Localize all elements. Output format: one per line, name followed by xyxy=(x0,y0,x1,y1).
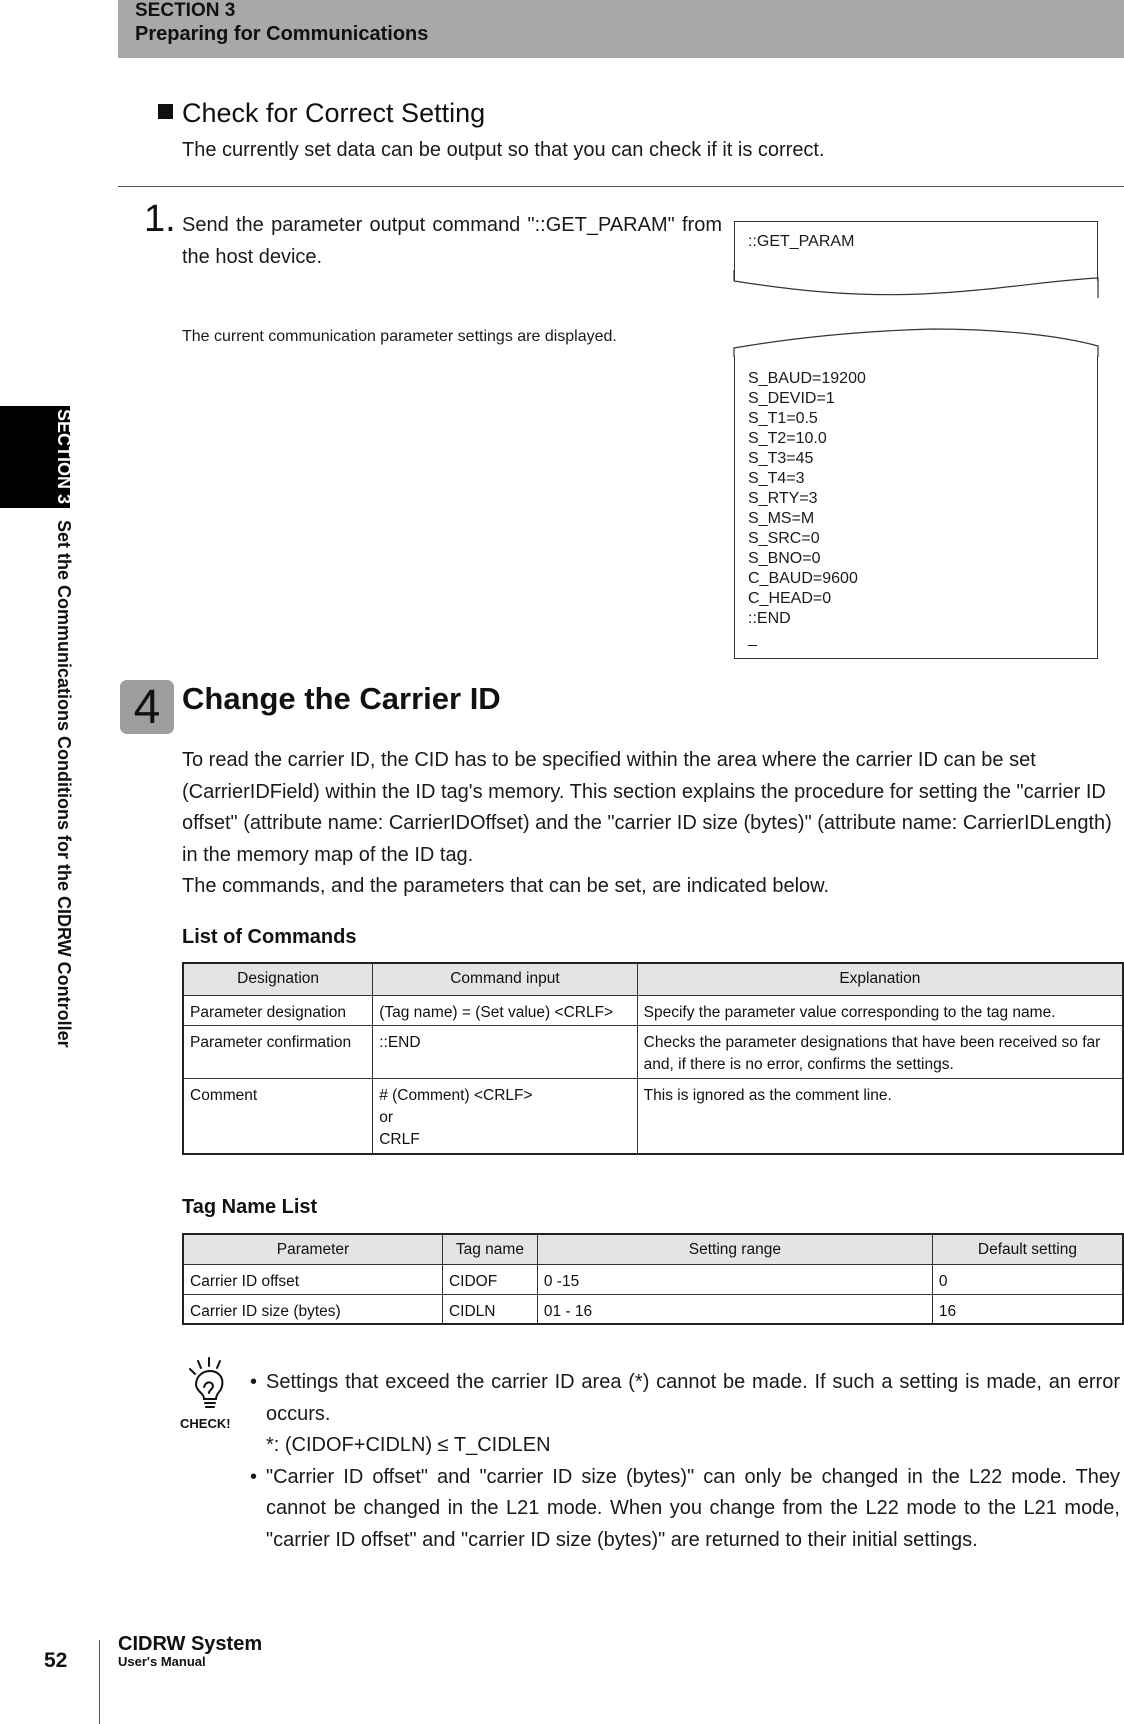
column-header: Default setting xyxy=(932,1234,1123,1264)
table-cell: Carrier ID offset xyxy=(183,1264,442,1294)
section-body xyxy=(182,745,1124,903)
column-header: Explanation xyxy=(637,963,1123,995)
column-header: Setting range xyxy=(537,1234,932,1264)
output-line: S_MS=M xyxy=(748,510,815,527)
table-cell: CIDOF xyxy=(442,1264,537,1294)
output-line: S_BNO=0 xyxy=(748,550,821,567)
table-row xyxy=(183,995,1123,1025)
section-paragraph: The commands, and the parameters that can be set, are indicated below. xyxy=(182,875,830,897)
footer-product: CIDRW System xyxy=(118,1633,263,1655)
table-cell: (Tag name) = (Set value) <CRLF> xyxy=(373,995,637,1025)
output-line: S_T2=10.0 xyxy=(748,430,827,447)
table-cell: CIDLN xyxy=(442,1294,537,1324)
cell-line: # (Comment) <CRLF> xyxy=(379,1086,533,1104)
table-row xyxy=(183,1264,1123,1294)
table-cell: Parameter confirmation xyxy=(183,1025,373,1078)
table-cell: Checks the parameter designations that have been received so far and, if there is no error, confirms the settings. xyxy=(637,1025,1123,1078)
output-line: S_RTY=3 xyxy=(748,490,818,507)
header-section: SECTION 3 xyxy=(135,0,236,21)
footer-divider xyxy=(99,1640,100,1724)
page-number: 52 xyxy=(44,1649,68,1672)
table-header-row xyxy=(183,963,1123,995)
table-cell: ::END xyxy=(373,1025,637,1078)
note-item xyxy=(250,1462,1120,1557)
table-row xyxy=(183,1294,1123,1324)
table-cell: Parameter designation xyxy=(183,995,373,1025)
table-cell: This is ignored as the comment line. xyxy=(637,1078,1123,1154)
section-title: Change the Carrier ID xyxy=(182,681,501,716)
section-number-badge: 4 xyxy=(120,680,174,734)
table-cell: 0 xyxy=(932,1264,1123,1294)
table-header-row xyxy=(183,1234,1123,1264)
column-header: Command input xyxy=(373,963,637,995)
commands-title: List of Commands xyxy=(182,926,357,948)
output-line: S_BAUD=19200 xyxy=(748,370,866,387)
check-icon-label: CHECK! xyxy=(180,1416,231,1431)
output-box-wave xyxy=(732,326,1102,358)
table-cell: 01 - 16 xyxy=(537,1294,932,1324)
cell-line: or xyxy=(379,1108,393,1126)
step-number: 1. xyxy=(144,198,176,240)
note-text: "Carrier ID offset" and "carrier ID size (bytes)" can only be changed in the L22 mode. They cannot be changed in the L21 mode. When you change from the L22 mode to the L21 mode, "carrier ID offset" and "carrier ID size (bytes)" are returned to their initial settings. xyxy=(266,1465,1120,1551)
tags-title: Tag Name List xyxy=(182,1196,318,1218)
output-line: S_T3=45 xyxy=(748,450,814,467)
header-subtitle: Preparing for Communications xyxy=(135,23,429,45)
side-tab-label: SECTION 3 xyxy=(54,409,74,505)
note-item xyxy=(250,1367,1120,1462)
commands-table xyxy=(182,962,1124,1155)
output-box xyxy=(734,356,1098,659)
column-header: Designation xyxy=(183,963,373,995)
output-line: _ xyxy=(748,630,757,647)
table-row xyxy=(183,1025,1123,1078)
note-text: Settings that exceed the carrier ID area (*) cannot be made. If such a setting is made, an error occurs. xyxy=(266,1371,1120,1425)
square-bullet-icon xyxy=(158,104,173,119)
check-description: The currently set data can be output so that you can check if it is correct. xyxy=(182,139,825,161)
output-line: S_T1=0.5 xyxy=(748,410,818,427)
column-header: Parameter xyxy=(183,1234,442,1264)
column-header: Tag name xyxy=(442,1234,537,1264)
section-paragraph: To read the carrier ID, the CID has to be specified within the area where the carrier ID can be set (CarrierIDField) within the ID tag's memory. This section explains the procedure for setting the "carrier ID offset" (attribute name: CarrierIDOffset) and the "carrier ID size (bytes)" (attribute name: CarrierIDLength) in the memory map of the ID tag. xyxy=(182,749,1112,866)
cell-line: CRLF xyxy=(379,1130,420,1148)
tags-table xyxy=(182,1233,1124,1325)
output-line: ::END xyxy=(748,610,791,627)
side-title: Set the Communications Conditions for the CIDRW Controller xyxy=(54,520,74,1048)
output-line: S_SRC=0 xyxy=(748,530,820,547)
table-row xyxy=(183,1078,1123,1154)
table-cell: 16 xyxy=(932,1294,1123,1324)
check-heading: Check for Correct Setting xyxy=(182,98,486,128)
step-text: Send the parameter output command "::GET_PARAM" from the host device. xyxy=(182,214,722,268)
table-cell: 0 -15 xyxy=(537,1264,932,1294)
footer-manual: User's Manual xyxy=(118,1654,206,1669)
bullet-icon: • xyxy=(250,1371,258,1393)
notes xyxy=(250,1367,1120,1556)
output-line: C_HEAD=0 xyxy=(748,590,832,607)
check-lightbulb-icon xyxy=(180,1355,240,1435)
bullet-icon: • xyxy=(250,1465,258,1488)
table-cell xyxy=(373,1078,637,1154)
step-subtext: The current communication parameter settings are displayed. xyxy=(182,328,617,345)
output-line: C_BAUD=9600 xyxy=(748,570,858,587)
table-cell: Carrier ID size (bytes) xyxy=(183,1294,442,1324)
table-cell: Specify the parameter value corresponding to the tag name. xyxy=(637,995,1123,1025)
table-cell: Comment xyxy=(183,1078,373,1154)
output-line: S_T4=3 xyxy=(748,470,805,487)
command-text: ::GET_PARAM xyxy=(748,233,855,250)
output-line: S_DEVID=1 xyxy=(748,390,835,407)
note-formula: *: (CIDOF+CIDLN) ≤ T_CIDLEN xyxy=(266,1434,551,1456)
command-box-wave xyxy=(732,270,1102,300)
divider xyxy=(118,186,1124,187)
